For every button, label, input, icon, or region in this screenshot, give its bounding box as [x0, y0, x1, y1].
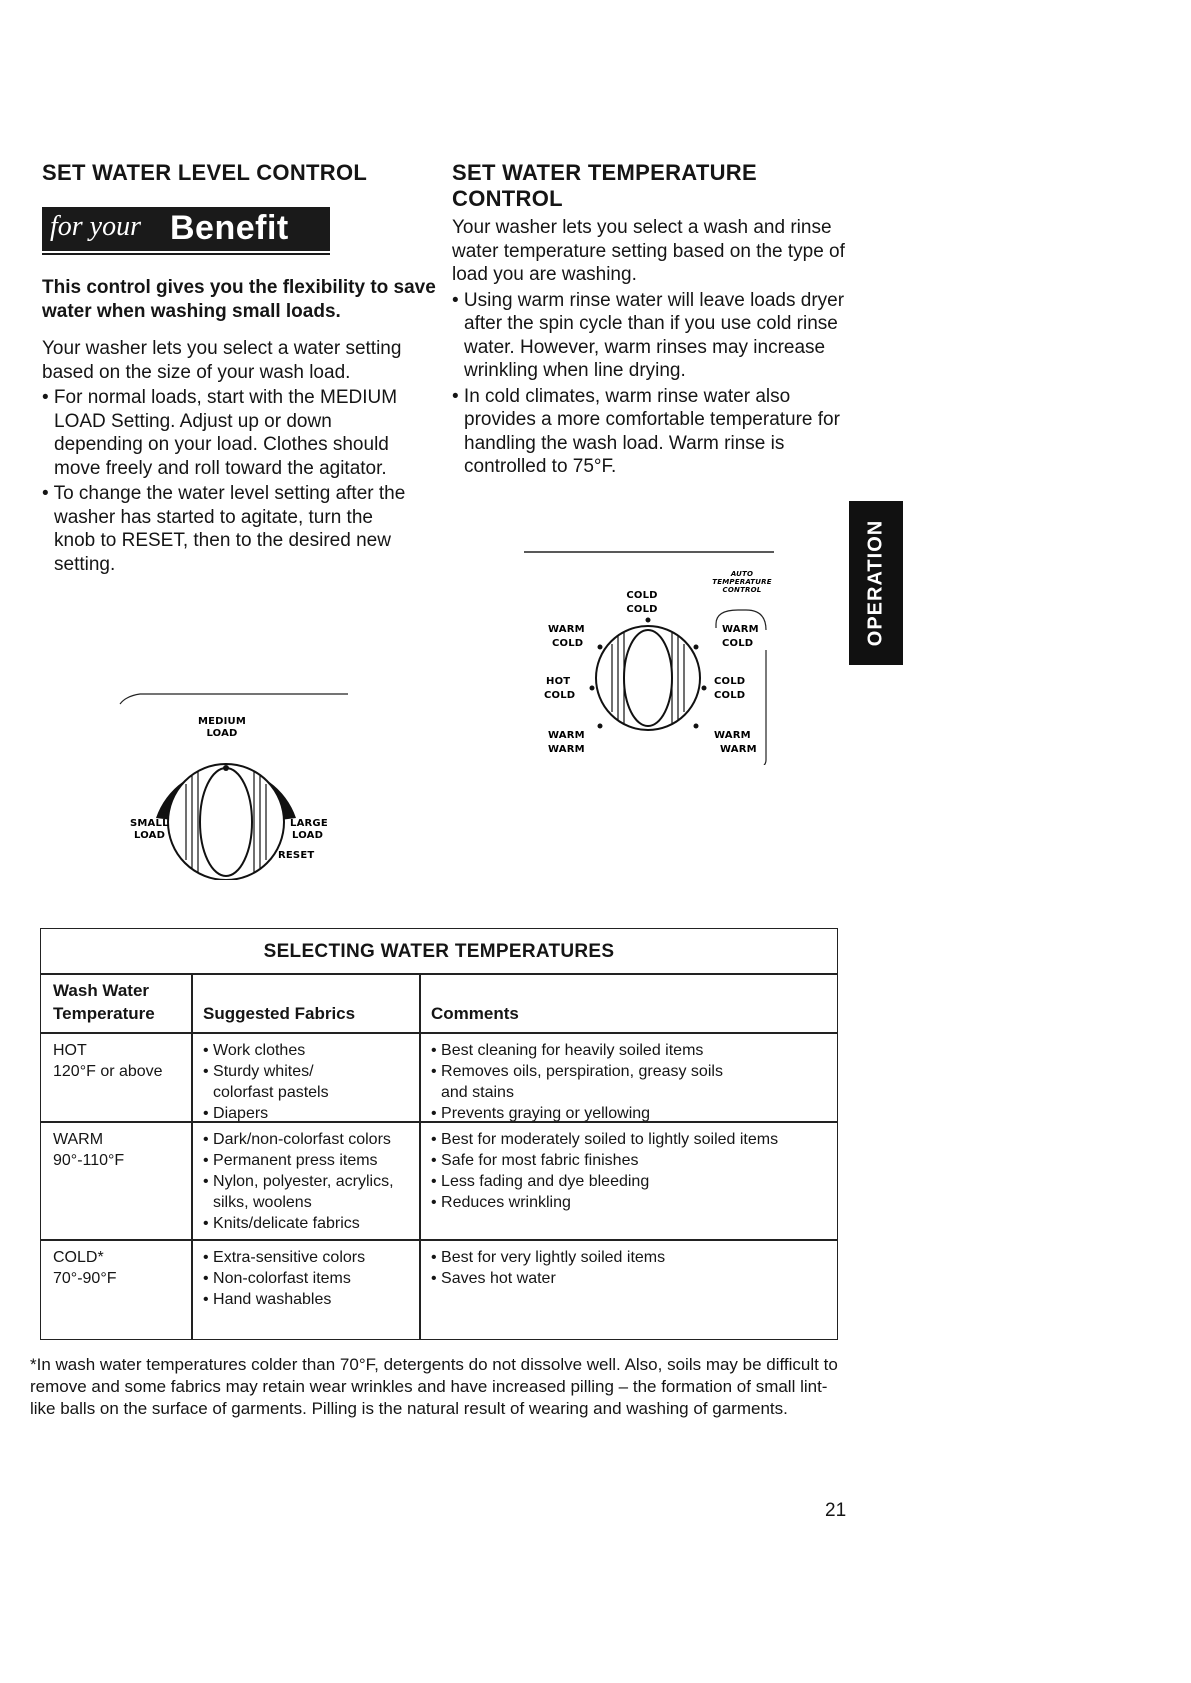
water-temperature-dial-illustration [520, 550, 790, 765]
water-level-body [42, 337, 412, 578]
right-lower-label-1: WARM [714, 730, 751, 741]
table-row [53, 1129, 183, 1171]
auto-temp-label-1: AUTO [730, 570, 754, 578]
water-temperature-heading-line2: CONTROL [452, 186, 563, 211]
large-load-label-1: LARGE [290, 818, 328, 829]
benefit-prefix: for your [50, 211, 141, 242]
medium-load-label-2: LOAD [206, 728, 238, 739]
water-temperature-intro: Your washer lets you select a wash and rinse water temperature setting based on the type of load you are washing. [452, 217, 845, 285]
left-mid-label-2: COLD [544, 690, 576, 701]
water-level-intro: Your washer lets you select a water setting based on the size of your wash load. [42, 338, 402, 383]
footnote: *In wash water temperatures colder than 70°F, detergents do not dissolve well. Also, soils may be difficult to remove and some fabrics may retain wear wrinkles and have increased pilling – the formation of small lint-like balls on the surface of garments. Pilling is the natural result of wearing and washing of garments. [30, 1355, 838, 1418]
operation-section-tab [849, 501, 903, 665]
right-lower-label-2: WARM [720, 744, 757, 755]
left-upper-label-2: COLD [552, 638, 584, 649]
medium-load-label-1: MEDIUM [197, 716, 247, 727]
table-header-temperature: Wash Water Temperature [53, 981, 155, 1023]
right-mid-label-1: COLD [714, 676, 746, 687]
right-upper-label-1: WARM [722, 624, 759, 635]
temp-name: COLD* [53, 1249, 104, 1266]
water-level-lead: This control gives you the flexibility to save water when washing small loads. [42, 277, 436, 322]
top-cold-label-1: COLD [626, 590, 658, 601]
left-lower-label-2: WARM [548, 744, 585, 755]
water-level-bullet: • To change the water level setting after the washer has started to agitate, turn the knob to RESET, then to the desired new setting. [42, 483, 406, 575]
water-level-bullet: • For normal loads, start with the MEDIUM LOAD Setting. Adjust up or down depending on your load. Clothes should move freely and roll toward the agitator. [42, 387, 398, 479]
benefit-underline [42, 253, 330, 255]
left-mid-label-1: HOT [546, 676, 571, 687]
water-level-heading: SET WATER LEVEL CONTROL [42, 160, 368, 185]
temp-name: WARM [53, 1131, 104, 1148]
auto-temp-label-3: CONTROL [722, 586, 762, 594]
top-cold-label-2: COLD [626, 604, 658, 615]
water-temperature-bullet: • In cold climates, warm rinse water also provides a more comfortable temperature for handling the wash load. Warm rinse is controlled to 75°F. [452, 385, 840, 477]
right-mid-label-2: COLD [714, 690, 746, 701]
temp-name: HOT [53, 1042, 87, 1059]
comments-cell: • Best for very lightly soiled items • Saves hot water [431, 1249, 666, 1287]
water-temperature-body [452, 216, 847, 481]
benefit-word: Benefit [170, 209, 289, 247]
comments-cell: • Best cleaning for heavily soiled items • Removes oils, perspiration, greasy soils and stains • Prevents graying or yellowing [431, 1042, 723, 1122]
page-number: 21 [825, 1500, 847, 1521]
auto-temp-label-2: TEMPERATURE [712, 578, 772, 586]
large-load-label-2: LOAD [292, 830, 324, 841]
fabrics-cell: • Dark/non-colorfast colors • Permanent press items • Nylon, polyester, acrylics, silks, woolens • Knits/delicate fabrics [203, 1131, 394, 1232]
table-header-comments: Comments [431, 1004, 519, 1023]
left-lower-label-1: WARM [548, 730, 585, 741]
left-upper-label-1: WARM [548, 624, 585, 635]
table-title: SELECTING WATER TEMPERATURES [263, 941, 615, 962]
temp-range: 90°-110°F [53, 1152, 125, 1169]
table-row [53, 1247, 183, 1289]
reset-label: RESET [278, 850, 315, 861]
table-header-fabrics: Suggested Fabrics [203, 1004, 356, 1023]
fabrics-cell: • Extra-sensitive colors • Non-colorfast items • Hand washables [203, 1249, 366, 1308]
operation-tab-label: OPERATION [864, 519, 887, 647]
water-temperature-heading [452, 160, 757, 212]
small-load-label-1: SMALL [130, 818, 169, 829]
water-temperature-table [40, 928, 838, 1340]
water-temperature-bullet: • Using warm rinse water will leave loads dryer after the spin cycle than if you use cold rinse water. However, warm rinses may increase wrinkling when line drying. [452, 289, 845, 381]
water-temperature-heading-line1: SET WATER TEMPERATURE [452, 160, 757, 185]
water-level-dial-illustration [100, 680, 360, 880]
for-your-benefit-banner [42, 207, 330, 251]
fabrics-cell: • Work clothes • Sturdy whites/ colorfast pastels • Diapers [203, 1042, 329, 1122]
table-row [53, 1040, 183, 1082]
small-load-label-2: LOAD [134, 830, 166, 841]
temp-range: 120°F or above [53, 1063, 163, 1080]
comments-cell: • Best for moderately soiled to lightly soiled items • Safe for most fabric finishes • Less fading and dye bleeding • Reduces wrinkling [431, 1131, 779, 1211]
temp-range: 70°-90°F [53, 1270, 117, 1287]
right-upper-label-2: COLD [722, 638, 754, 649]
